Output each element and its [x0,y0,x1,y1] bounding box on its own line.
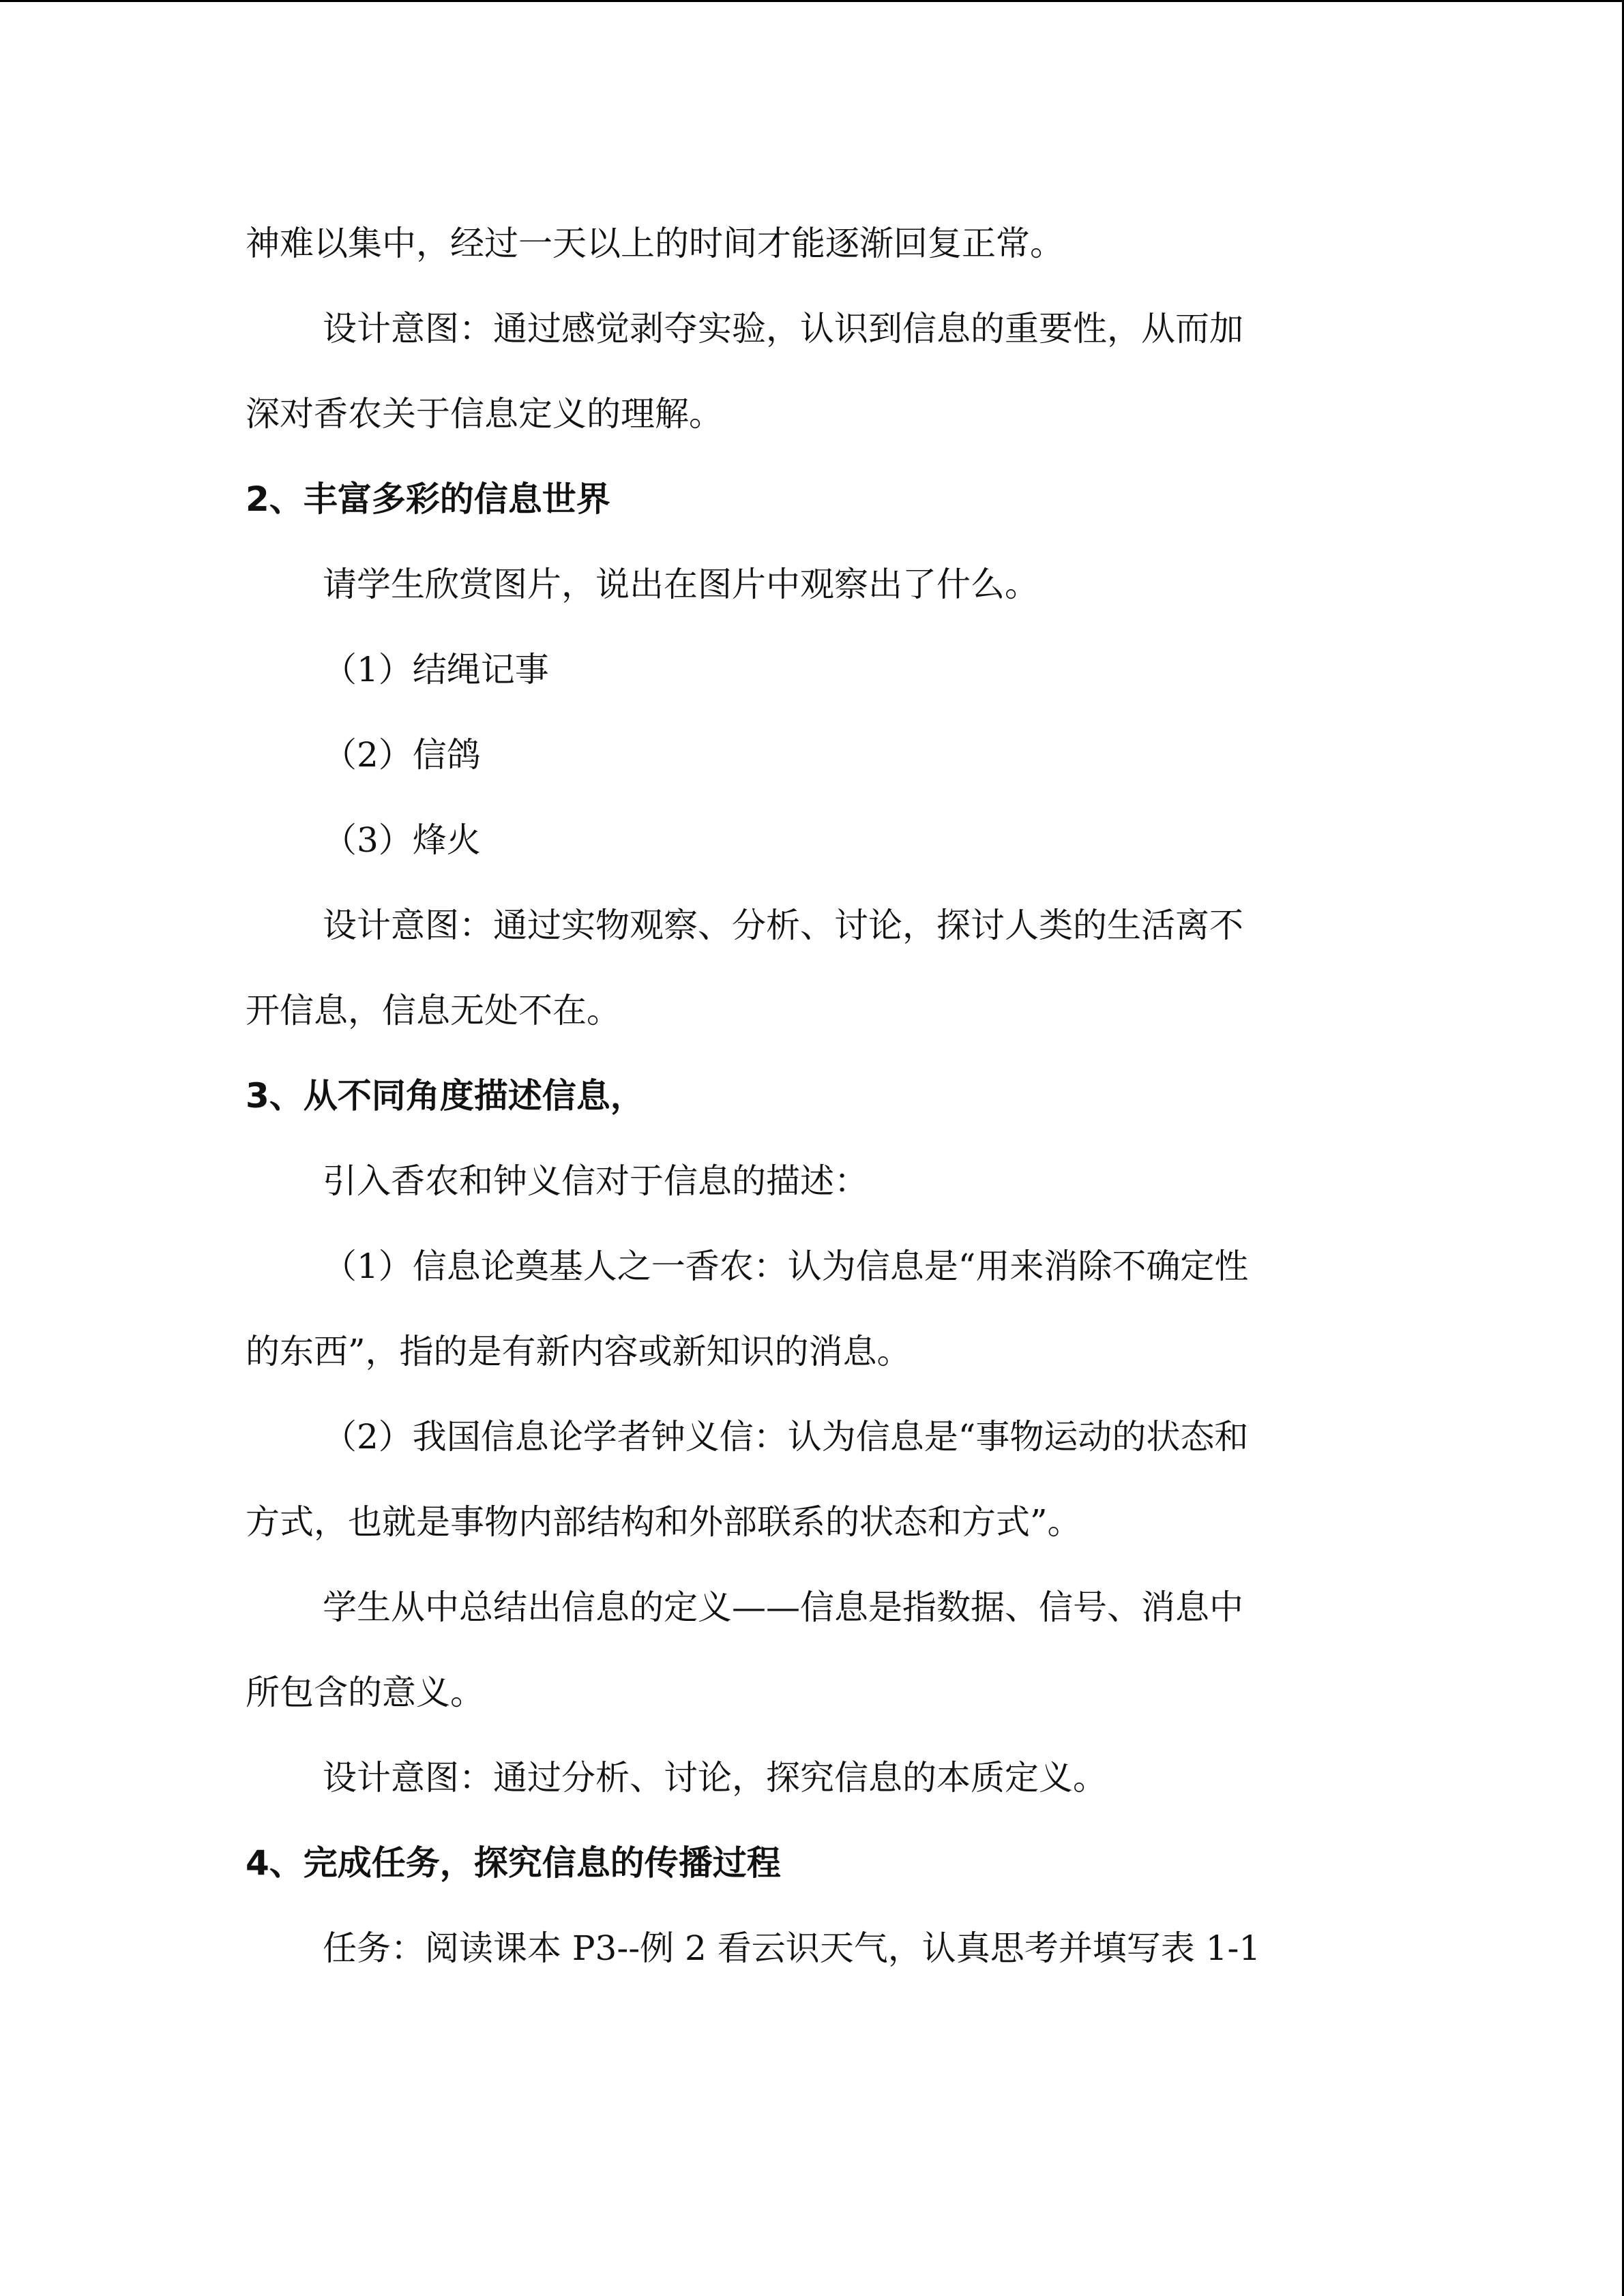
paragraph-line: 设计意图：通过分析、讨论，探究信息的本质定义。 [323,1758,1107,1798]
section-heading: 4、完成任务，探究信息的传播过程 [246,1843,781,1883]
paragraph-line: 的东西”，指的是有新内容或新知识的消息。 [246,1332,911,1371]
document-body [246,201,1378,1991]
paragraph-line: 深对香农关于信息定义的理解。 [246,394,723,434]
list-item: （2）信鸽 [323,735,481,775]
section-heading: 3、从不同角度描述信息， [246,1076,645,1116]
paragraph-line: 开信息，信息无处不在。 [246,991,621,1030]
paragraph-line: 学生从中总结出信息的定义——信息是指数据、信号、消息中 [323,1587,1243,1627]
list-item: （3）烽火 [323,820,481,860]
paragraph-line: 引入香农和钟义信对于信息的描述： [323,1161,868,1201]
paragraph-line: （1）信息论奠基人之一香农：认为信息是“用来消除不确定性 [323,1247,1249,1286]
paragraph-line: 神难以集中，经过一天以上的时间才能逐渐回复正常。 [246,224,1064,263]
paragraph-line: （2）我国信息论学者钟义信：认为信息是“事物运动的状态和 [323,1417,1249,1457]
paragraph-line: 方式，也就是事物内部结构和外部联系的状态和方式”。 [246,1502,1082,1542]
paragraph-line: 请学生欣赏图片，说出在图片中观察出了什么。 [323,565,1039,604]
paragraph-line: 任务：阅读课本 P3--例 2 看云识天气，认真思考并填写表 1-1 [323,1928,1261,1968]
paragraph-line: 设计意图：通过实物观察、分析、讨论，探讨人类的生活离不 [323,906,1243,945]
paragraph-line: 所包含的意义。 [246,1673,484,1712]
list-item: （1）结绳记事 [323,650,549,689]
paragraph-line: 设计意图：通过感觉剥夺实验，认识到信息的重要性，从而加 [323,309,1243,348]
section-heading: 2、丰富多彩的信息世界 [246,479,610,519]
